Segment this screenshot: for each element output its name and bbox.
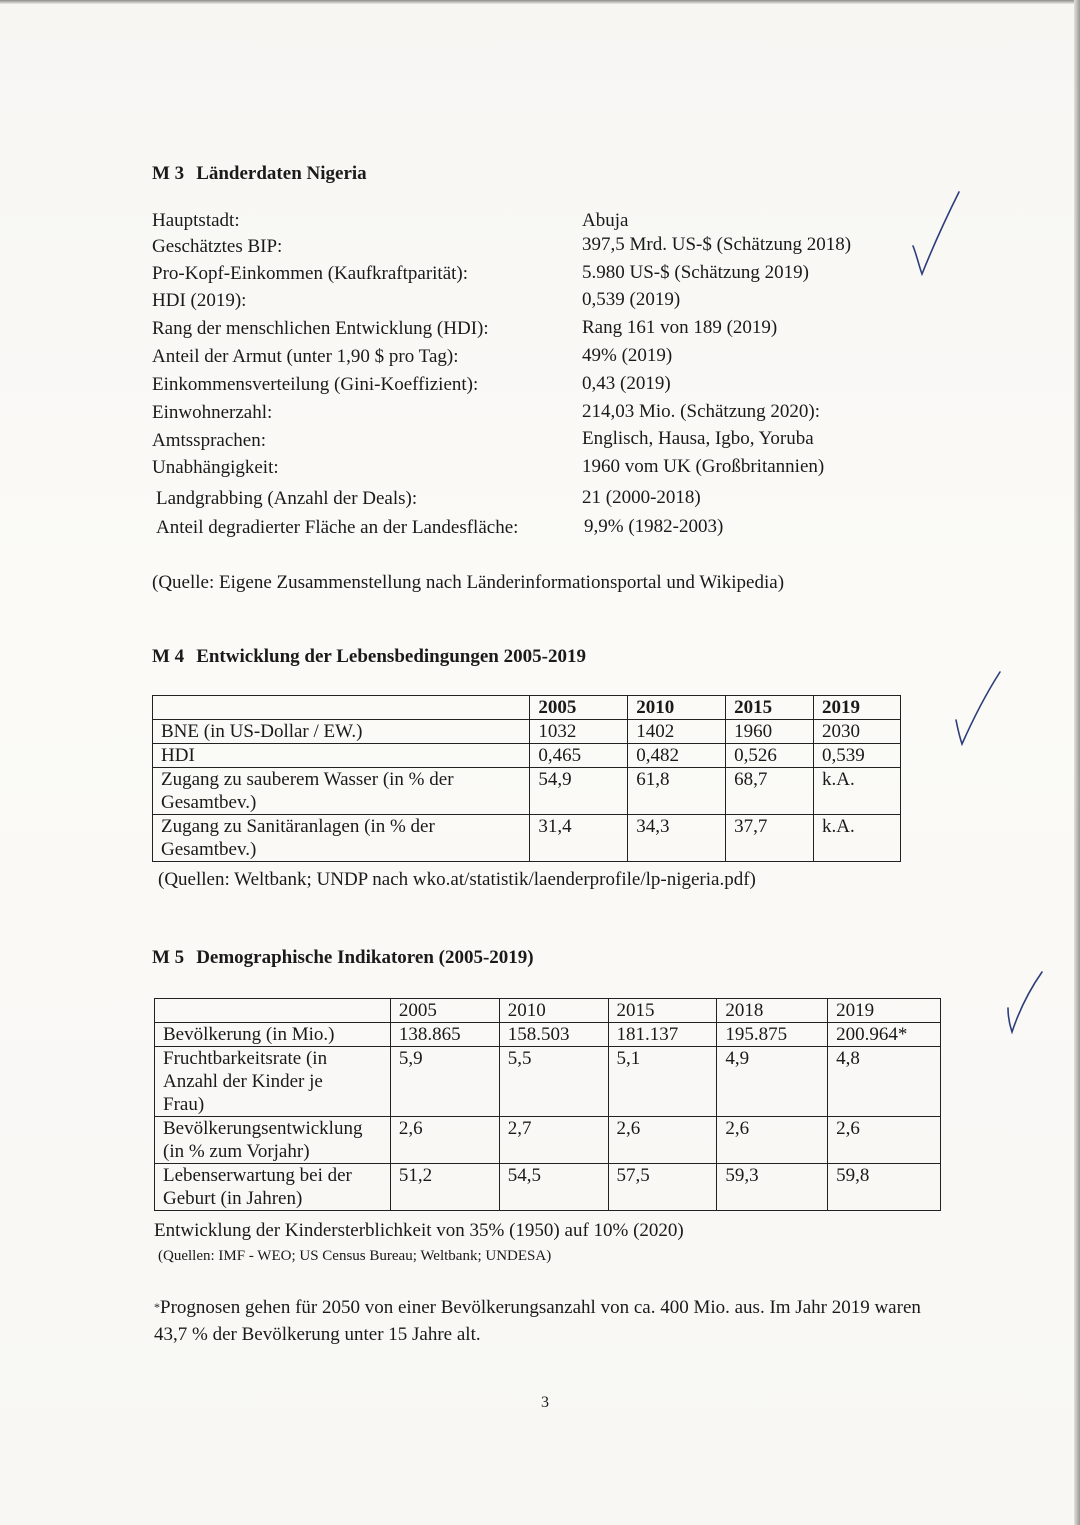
table-cell: 57,5: [608, 1164, 717, 1211]
m3-value: Englisch, Hausa, Igbo, Yoruba: [582, 428, 814, 449]
row-label-line: (in % zum Vorjahr): [163, 1141, 310, 1162]
m4-number: M 4: [152, 646, 185, 667]
m3-value: 0,539 (2019): [582, 289, 681, 310]
table-cell: 1402: [628, 720, 726, 744]
row-label-line: Anzahl der Kinder je: [163, 1071, 323, 1092]
m3-title: Länderdaten Nigeria: [196, 163, 367, 184]
table-cell: 4,8: [828, 1047, 941, 1117]
row-label-line: Zugang zu Sanitäranlagen (in % der: [161, 816, 435, 837]
m3-label: Anteil degradierter Fläche an der Landesfläche:: [156, 517, 519, 538]
table-cell: 158.503: [499, 1023, 608, 1047]
m3-number: M 3: [152, 163, 185, 184]
m5-source: (Quellen: IMF - WEO; US Census Bureau; Weltbank; UNDESA): [158, 1248, 552, 1264]
table-header-cell: 2010: [499, 999, 608, 1023]
m3-label: Hauptstadt:: [152, 210, 240, 231]
table-cell: 2,6: [390, 1117, 499, 1164]
m3-label: HDI (2019):: [152, 290, 247, 311]
table-header-cell: 2015: [608, 999, 717, 1023]
row-label: [153, 815, 530, 862]
row-label: [155, 1047, 391, 1117]
m3-label: Rang der menschlichen Entwicklung (HDI):: [152, 318, 489, 339]
m3-value: 21 (2000-2018): [582, 487, 701, 508]
row-label-line: Gesamtbev.): [161, 792, 257, 813]
table-row: [153, 768, 901, 815]
table-cell: 61,8: [628, 768, 726, 815]
table-cell: 34,3: [628, 815, 726, 862]
table-cell: 2,6: [828, 1117, 941, 1164]
table-cell: 2,7: [499, 1117, 608, 1164]
table-row: [155, 1047, 941, 1117]
table-cell: k.A.: [814, 768, 901, 815]
m5-table: [154, 998, 941, 1211]
row-label: Bevölkerung (in Mio.): [155, 1023, 391, 1047]
table-cell: 5,5: [499, 1047, 608, 1117]
row-label: BNE (in US-Dollar / EW.): [153, 720, 530, 744]
table-cell: 59,3: [717, 1164, 828, 1211]
table-cell: [155, 999, 391, 1023]
table-cell: 68,7: [726, 768, 814, 815]
footnote: [154, 1294, 954, 1348]
m3-value: 214,03 Mio. (Schätzung 2020):: [582, 401, 821, 422]
m3-label: Geschätztes BIP:: [152, 236, 283, 257]
m5-number: M 5: [152, 947, 185, 968]
table-cell: 5,1: [608, 1047, 717, 1117]
m3-label: Landgrabbing (Anzahl der Deals):: [156, 488, 418, 509]
table-cell: 59,8: [828, 1164, 941, 1211]
table-cell: 1032: [530, 720, 628, 744]
table-cell: 138.865: [390, 1023, 499, 1047]
row-label-line: Fruchtbarkeitsrate (in: [163, 1048, 328, 1069]
table-row: [153, 696, 901, 720]
m3-label: Pro-Kopf-Einkommen (Kaufkraftparität):: [152, 263, 469, 284]
row-label: [155, 1164, 391, 1211]
m5-heading: [152, 947, 534, 969]
table-row: [153, 720, 901, 744]
row-label-line: Bevölkerungsentwicklung: [163, 1118, 363, 1139]
table-cell: 54,9: [530, 768, 628, 815]
m3-label: Einkommensverteilung (Gini-Koeffizient):: [152, 374, 479, 395]
row-label: [155, 1117, 391, 1164]
footnote-marker: *: [154, 1300, 160, 1314]
m3-label: Unabhängigkeit:: [152, 457, 279, 478]
m5-title: Demographische Indikatoren (2005-2019): [196, 947, 534, 968]
table-cell: 2,6: [717, 1117, 828, 1164]
m3-label: Amtssprachen:: [152, 430, 266, 451]
table-row: [155, 1117, 941, 1164]
m3-value: 5.980 US-$ (Schätzung 2019): [582, 262, 809, 283]
table-cell: 181.137: [608, 1023, 717, 1047]
table-header-cell: 2005: [530, 696, 628, 720]
table-header-cell: 2019: [828, 999, 941, 1023]
m3-value: Abuja: [582, 210, 629, 231]
table-cell: 2030: [814, 720, 901, 744]
table-cell: 1960: [726, 720, 814, 744]
m3-value: 0,43 (2019): [582, 373, 671, 394]
m3-value: 9,9% (1982-2003): [584, 516, 724, 537]
m4-table: [152, 695, 901, 862]
m3-value: 397,5 Mrd. US-$ (Schätzung 2018): [582, 234, 852, 255]
table-header-cell: 2015: [726, 696, 814, 720]
table-cell: 195.875: [717, 1023, 828, 1047]
row-label-line: Lebenserwartung bei der: [163, 1165, 352, 1186]
table-row: [155, 999, 941, 1023]
table-cell: 54,5: [499, 1164, 608, 1211]
table-cell: 37,7: [726, 815, 814, 862]
table-cell: 0,526: [726, 744, 814, 768]
m5-note: Entwicklung der Kindersterblichkeit von 35% (1950) auf 10% (2020): [154, 1220, 684, 1241]
m3-value: 49% (2019): [582, 345, 673, 366]
table-header-cell: 2019: [814, 696, 901, 720]
table-row: [155, 1164, 941, 1211]
table-cell: 4,9: [717, 1047, 828, 1117]
scan-edge-top: [0, 0, 1080, 4]
m3-label: Anteil der Armut (unter 1,90 $ pro Tag):: [152, 346, 459, 367]
table-header-cell: 2005: [390, 999, 499, 1023]
row-label: HDI: [153, 744, 530, 768]
table-cell: 5,9: [390, 1047, 499, 1117]
m3-value: Rang 161 von 189 (2019): [582, 317, 778, 338]
m3-value: 1960 vom UK (Großbritannien): [582, 456, 825, 477]
table-row: [153, 815, 901, 862]
row-label-line: Frau): [163, 1094, 205, 1115]
table-cell: k.A.: [814, 815, 901, 862]
row-label: [153, 768, 530, 815]
table-cell: 31,4: [530, 815, 628, 862]
table-cell: [153, 696, 530, 720]
checkmark-icon: [998, 968, 1048, 1038]
checkmark-icon: [905, 188, 965, 283]
table-row: [155, 1023, 941, 1047]
m3-heading: [152, 163, 367, 185]
row-label-line: Gesamtbev.): [161, 839, 257, 860]
row-label-line: Zugang zu sauberem Wasser (in % der: [161, 769, 454, 790]
table-cell: 2,6: [608, 1117, 717, 1164]
table-row: [153, 744, 901, 768]
m3-source: (Quelle: Eigene Zusammenstellung nach Länderinformationsportal und Wikipedia): [152, 572, 785, 593]
table-cell: 200.964*: [828, 1023, 941, 1047]
scan-edge-right: [1074, 0, 1080, 1525]
table-cell: 0,465: [530, 744, 628, 768]
table-cell: 0,539: [814, 744, 901, 768]
table-header-cell: 2010: [628, 696, 726, 720]
page-number: 3: [541, 1394, 549, 1411]
m3-label: Einwohnerzahl:: [152, 402, 273, 423]
m4-heading: [152, 646, 586, 668]
table-header-cell: 2018: [717, 999, 828, 1023]
m4-source: (Quellen: Weltbank; UNDP nach wko.at/statistik/laenderprofile/lp-nigeria.pdf): [158, 869, 756, 890]
m4-title: Entwicklung der Lebensbedingungen 2005-2019: [196, 646, 586, 667]
footnote-text: Prognosen gehen für 2050 von einer Bevölkerungsanzahl von ca. 400 Mio. aus. Im Jahr 2019 waren 43,7 % der Bevölkerung unter 15 Jahre alt.: [154, 1297, 921, 1345]
table-cell: 51,2: [390, 1164, 499, 1211]
table-cell: 0,482: [628, 744, 726, 768]
checkmark-icon: [948, 668, 1008, 753]
row-label-line: Geburt (in Jahren): [163, 1188, 303, 1209]
